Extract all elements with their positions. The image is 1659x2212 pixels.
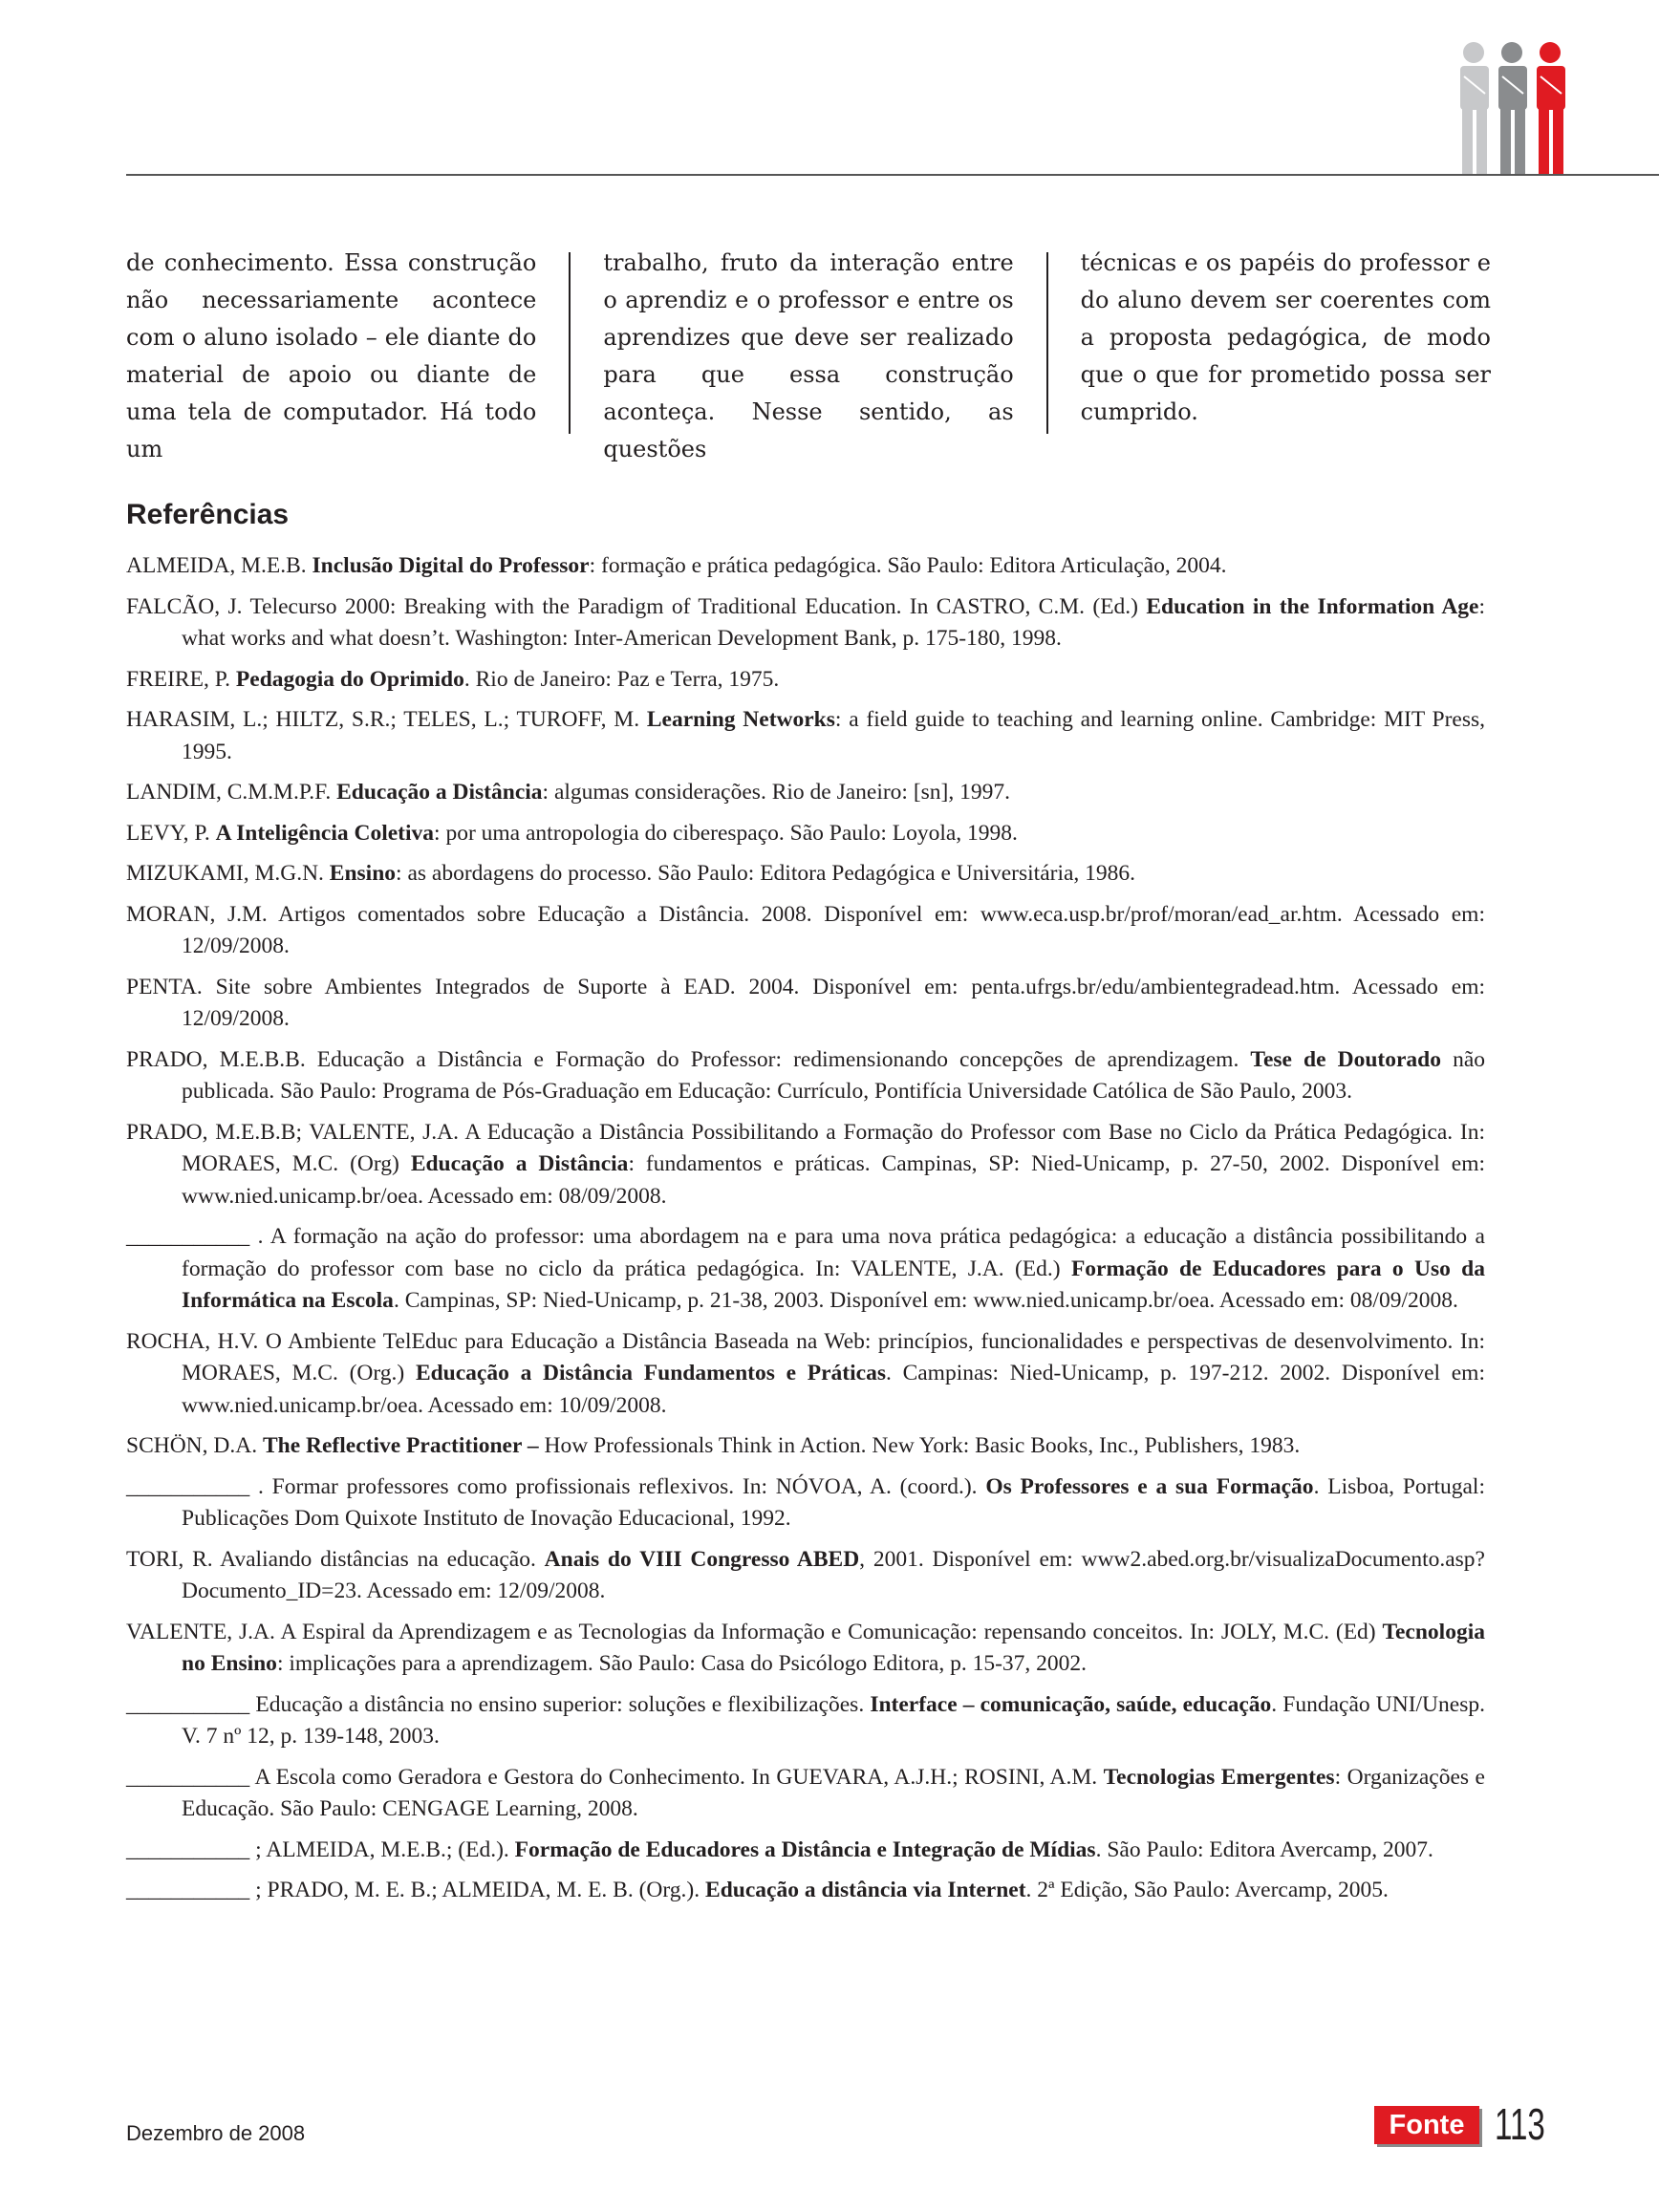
reference-entry: VALENTE, J.A. A Espiral da Aprendizagem e as Tecnologias da Informação e Comunicação: repensando conceitos. In: JOLY, M.C. (Ed) Tecnologia no Ensino: implicações para a aprendizagem. São Paulo: Casa do Psicólogo Editora, p. 15-37, 2002. — [126, 1619, 1485, 1676]
references-heading: Referências — [126, 499, 290, 530]
text-column-1 — [126, 245, 569, 468]
reference-title: Education in the Information Age — [1146, 593, 1479, 619]
reference-entry: HARASIM, L.; HILTZ, S.R.; TELES, L.; TUROFF, M. Learning Networks: a field guide to teaching and learning online. Cambridge: MIT Press, 1995. — [126, 707, 1485, 764]
reference-entry: PENTA. Site sobre Ambientes Integrados de Suporte à EAD. 2004. Disponível em: penta.ufrgs.br/edu/ambientegradead.htm. Acessado em: 12/09/2008. — [126, 974, 1485, 1031]
reference-title: Pedagogia do Oprimido — [235, 666, 464, 692]
reference-entry: ___________ . A formação na ação do professor: uma abordagem na e para uma nova prática pedagógica: a educação a distância possibilitando a formação do professor com base no ciclo da prática pedagógica. In: VALENTE, J.A. (Ed.) Formação de Educadores para o Uso da Informática na Escola. Campinas, SP: Nied-Unicamp, p. 21-38, 2003. Disponível em: www.nied.unicamp.br/oea. Acessado em: 08/09/2008. — [126, 1224, 1486, 1313]
person-red — [1537, 42, 1565, 174]
fonte-brand-badge: Fonte — [1374, 2106, 1479, 2144]
reference-entry: ___________ . Formar professores como profissionais reflexivos. In: NÓVOA, A. (coord.). Os Professores e a sua Formação. Lisboa, Portugal: Publicações Dom Quixote Instituto de Inovação Educacional, 1992. — [126, 1473, 1485, 1531]
page-number: 113 — [1495, 2099, 1545, 2149]
footer-date: Dezembro de 2008 — [126, 2121, 306, 2145]
reference-title: Educação a Distância — [410, 1151, 629, 1176]
reference-title: Interface – comunicação, saúde, educação — [870, 1691, 1272, 1717]
text-column-3 — [1048, 245, 1491, 468]
reference-entry: PRADO, M.E.B.B; VALENTE, J.A. A Educação a Distância Possibilitando a Formação do Professor com Base no Ciclo da Prática Pedagógica. In: MORAES, M.C. (Org) Educação a Distância: fundamentos e práticas. Campinas, SP: Nied-Unicamp, p. 27-50, 2002. Disponível em: www.nied.unicamp.br/oea. Acessado em: 08/09/2008. — [126, 1119, 1486, 1209]
reference-title: Anais do VIII Congresso ABED — [544, 1546, 860, 1572]
reference-title: Tecnologias Emergentes — [1103, 1764, 1335, 1790]
reference-entry: LEVY, P. A Inteligência Coletiva: por uma antropologia do ciberespaço. São Paulo: Loyola, 1998. — [126, 820, 1018, 846]
column-2-text: trabalho, fruto da interação entre o aprendiz e o professor e entre os aprendizes que deve ser realizado para que essa construção aconteça. Nesse sentido, as questões — [603, 249, 1014, 462]
intro-text-columns — [126, 245, 1491, 468]
reference-title: Os Professores e a sua Formação — [985, 1473, 1314, 1499]
text-column-2 — [571, 245, 1045, 468]
reference-entry: TORI, R. Avaliando distâncias na educação. Anais do VIII Congresso ABED, 2001. Disponível em: www2.abed.org.br/visualizaDocumento.asp?Documento_ID=23. Acessado em: 12/09/2008. — [126, 1546, 1485, 1603]
column-3-text: técnicas e os papéis do professor e do aluno devem ser coerentes com a proposta pedagógica, de modo que o que for prometido possa ser cumprido. — [1080, 249, 1491, 425]
reference-entry: SCHÖN, D.A. The Reflective Practitioner – How Professionals Think in Action. New York: Basic Books, Inc., Publishers, 1983. — [126, 1433, 1301, 1458]
reference-entry: FALCÃO, J. Telecurso 2000: Breaking with the Paradigm of Traditional Education. In CASTRO, C.M. (Ed.) Education in the Information Age: what works and what doesn’t. Washington: Inter-American Development Bank, p. 175-180, 1998. — [126, 593, 1485, 651]
reference-entry: PRADO, M.E.B.B. Educação a Distância e Formação do Professor: redimensionando concepções de aprendizagem. Tese de Doutorado não publicada. São Paulo: Programa de Pós-Graduação em Educação: Currículo, Pontifícia Universidade Católica de São Paulo, 2003. — [126, 1046, 1485, 1104]
reference-entry: FREIRE, P. Pedagogia do Oprimido. Rio de Janeiro: Paz e Terra, 1975. — [126, 666, 780, 692]
reference-entry: ALMEIDA, M.E.B. Inclusão Digital do Professor: formação e prática pedagógica. São Paulo: Editora Articulação, 2004. — [126, 553, 1227, 578]
column-1-text: de conhecimento. Essa construção não necessariamente acontece com o aluno isolado – ele diante do material de apoio ou diante de uma tela de computador. Há todo um — [126, 249, 537, 462]
reference-title: Tecnologia no Ensino — [182, 1619, 1485, 1676]
reference-title: The Reflective Practitioner – — [262, 1433, 539, 1458]
person-light-grey — [1460, 42, 1489, 174]
reference-entry: ___________ A Escola como Geradora e Gestora do Conhecimento. In GUEVARA, A.J.H.; ROSINI, A.M. Tecnologias Emergentes: Organizações e Educação. São Paulo: CENGAGE Learning, 2008. — [126, 1764, 1485, 1821]
reference-entry: MORAN, J.M. Artigos comentados sobre Educação a Distância. 2008. Disponível em: www.eca.usp.br/prof/moran/ead_ar.htm. Acessado em: 12/09/2008. — [126, 901, 1485, 958]
person-dark-grey — [1498, 42, 1527, 174]
reference-title: Learning Networks — [646, 707, 835, 732]
references-list — [126, 550, 1485, 1916]
reference-entry: ___________ Educação a distância no ensino superior: soluções e flexibilizações. Interface – comunicação, saúde, educação. Fundação UNI/Unesp. V. 7 nº 12, p. 139-148, 2003. — [126, 1691, 1485, 1749]
people-logo-icon — [1441, 38, 1584, 174]
reference-title: Inclusão Digital do Professor — [312, 553, 590, 578]
reference-entry: MIZUKAMI, M.G.N. Ensino: as abordagens do processo. São Paulo: Editora Pedagógica e Universitária, 1986. — [126, 861, 1136, 886]
reference-entry: ROCHA, H.V. O Ambiente TelEduc para Educação a Distância Baseada na Web: princípios, funcionalidades e perspectivas de desenvolvimento. In: MORAES, M.C. (Org.) Educação a Distância Fundamentos e Práticas. Campinas: Nied-Unicamp, p. 197-212. 2002. Disponível em: www.nied.unicamp.br/oea. Acessado em: 10/09/2008. — [126, 1328, 1485, 1418]
reference-title: Formação de Educadores para o Uso da Informática na Escola — [182, 1256, 1486, 1313]
reference-title: Educação a Distância Fundamentos e Práticas — [415, 1361, 886, 1385]
reference-title: Formação de Educadores a Distância e Integração de Mídias — [514, 1836, 1096, 1862]
reference-title: Ensino — [329, 861, 397, 886]
reference-title: A Inteligência Coletiva — [215, 820, 435, 846]
reference-title: Educação a Distância — [336, 780, 543, 805]
reference-entry: ___________ ; ALMEIDA, M.E.B.; (Ed.). Formação de Educadores a Distância e Integração de Mídias. São Paulo: Editora Avercamp, 2007. — [126, 1836, 1433, 1862]
header-rule — [126, 174, 1659, 176]
reference-title: Educação a distância via Internet — [705, 1878, 1026, 1902]
reference-entry: LANDIM, C.M.M.P.F. Educação a Distância: algumas considerações. Rio de Janeiro: [sn], 1997. — [126, 780, 1011, 805]
reference-title: Tese de Doutorado — [1250, 1046, 1441, 1072]
reference-entry: ___________ ; PRADO, M. E. B.; ALMEIDA, M. E. B. (Org.). Educação a distância via Internet. 2ª Edição, São Paulo: Avercamp, 2005. — [126, 1878, 1389, 1902]
